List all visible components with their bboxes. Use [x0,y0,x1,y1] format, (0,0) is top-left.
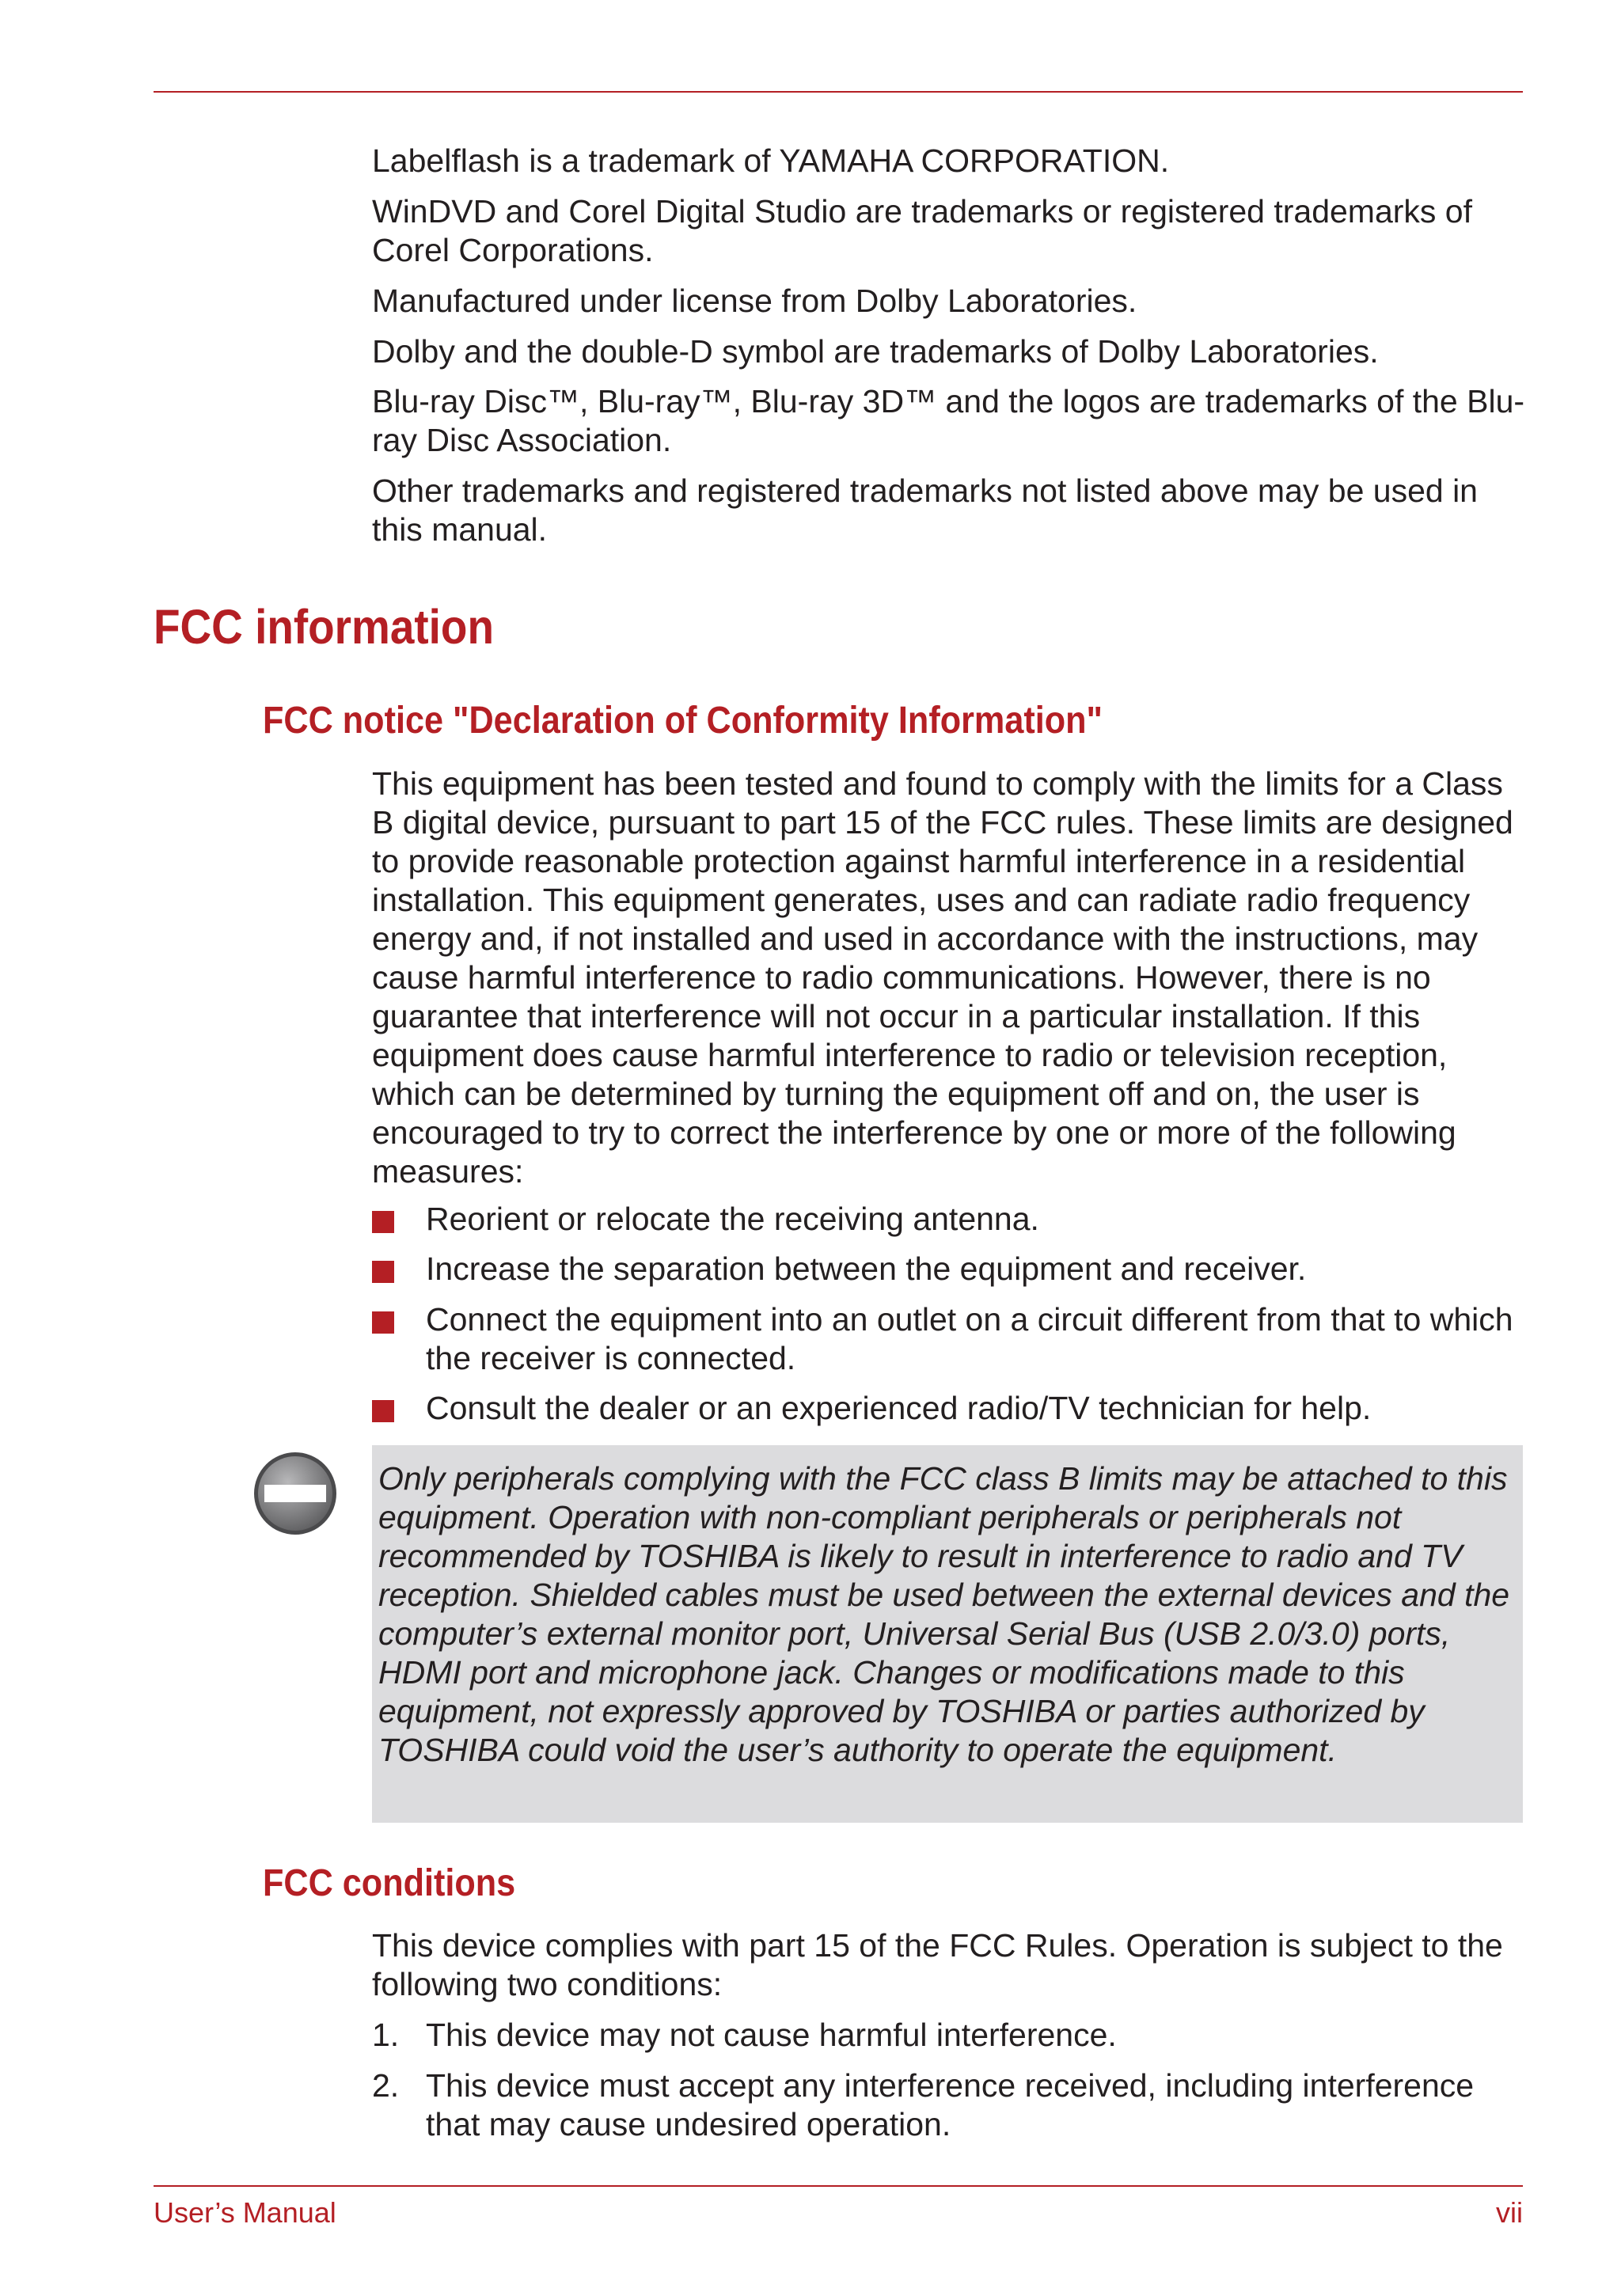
list-item: Connect the equipment into an outlet on a circuit different from that to which the receiver is connected. [372,1300,1528,1378]
list-number: 2. [372,2067,400,2104]
fcc-notice-body: This equipment has been tested and found to comply with the limits for a Class B digital device, pursuant to part 15 of the FCC rules. These limits are designed to provide reasonable protection against harmful interference in a residential installation. This equipment generates, uses and can radiate radio frequency energy and, if not installed and used in accordance with the instructions, may cause harmful interference to radio communications. However, there is no guarantee that interference will not occur in a particular installation. If this equipment does cause harmful interference to radio or television reception, which can be determined by turning the equipment off and on, the user is encouraged to try to correct the interference by one or more of the following measures: [372,765,1513,1190]
trademark-paragraph: Manufactured under license from Dolby Laboratories. [372,283,1137,319]
caution-note [372,1445,1523,1823]
bullet-square-icon [372,1311,394,1334]
numbered-list-item: 2. This device must accept any interference received, including interference that may cause undesired operation. [372,2067,1475,2142]
header-rule [154,91,1523,93]
bullet-square-icon [372,1211,394,1233]
footer-manual-title: User’s Manual [154,2196,336,2229]
list-number: 1. [372,2017,400,2053]
list-item: Consult the dealer or an experienced radio/TV technician for help. [372,1389,1528,1428]
fcc-conditions-intro: This device complies with part 15 of the FCC Rules. Operation is subject to the following two conditions: [372,1927,1503,2002]
numbered-list-item: 1. This device may not cause harmful interference. [372,2017,1117,2053]
trademark-paragraph: Other trademarks and registered trademarks not listed above may be used in this manual. [372,472,1478,548]
bullet-square-icon [372,1261,394,1283]
section-heading-fcc-information: FCC information [154,600,495,654]
subsection-heading-fcc-conditions: FCC conditions [263,1862,516,1904]
caution-note-text: Only peripherals complying with the FCC class B limits may be attached to this equipment. Operation with non-compliant peripherals or peripherals not recommended by TOSHIBA is likely to result in interference to radio and TV reception. Shielded cables must be used between the external devices and the computer’s external monitor port, Universal Serial Bus (USB 2.0/3.0) ports, HDMI port and microphone jack. Changes or modifications made to this equipment, not expressly approved by TOSHIBA or parties authorized by TOSHIBA could void the user’s authority to operate the equipment. [378,1460,1510,1768]
list-item: Increase the separation between the equipment and receiver. [372,1250,1528,1288]
footer-page-number: vii [1496,2196,1523,2229]
bullet-square-icon [372,1400,394,1422]
trademark-paragraph: Blu-ray Disc™, Blu-ray™, Blu-ray 3D™ and the logos are trademarks of the Blu-ray Disc Association. [372,383,1525,458]
subsection-heading-fcc-notice: FCC notice "Declaration of Conformity Information" [263,700,1103,742]
trademark-paragraph: Labelflash is a trademark of YAMAHA CORPORATION. [372,142,1170,179]
list-item: Reorient or relocate the receiving antenna. [372,1200,1528,1239]
footer-rule [154,2185,1523,2187]
trademark-paragraph: Dolby and the double-D symbol are trademarks of Dolby Laboratories. [372,333,1379,370]
no-entry-icon [252,1450,339,1537]
trademark-paragraph: WinDVD and Corel Digital Studio are trademarks or registered trademarks of Corel Corporations. [372,193,1472,268]
